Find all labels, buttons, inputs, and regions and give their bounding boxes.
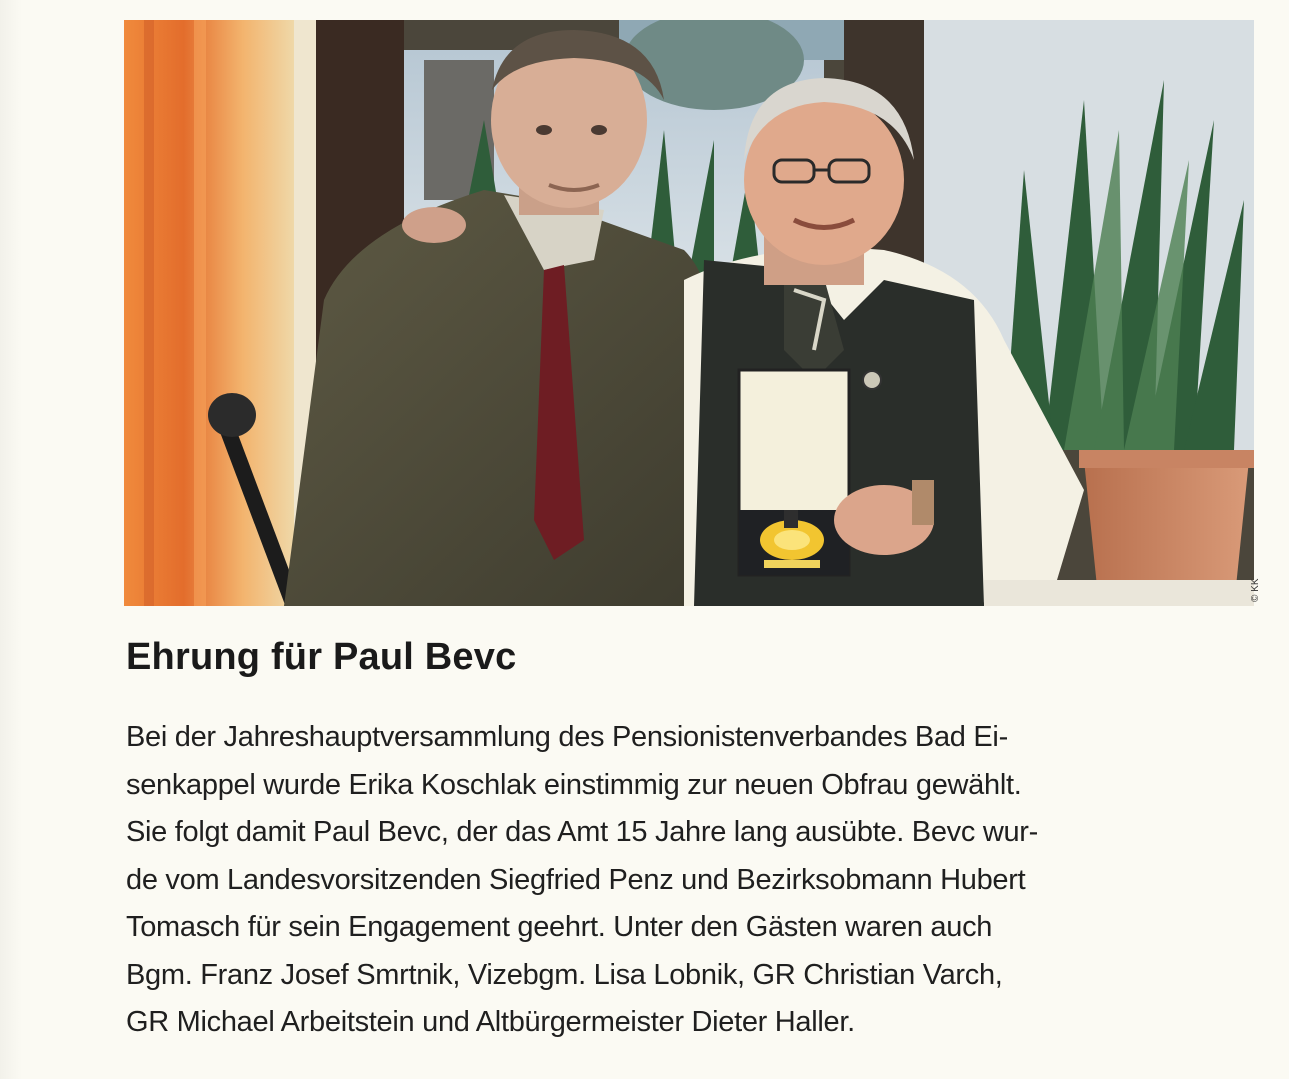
medal-box bbox=[739, 370, 849, 575]
article-body bbox=[126, 714, 1266, 1047]
body-line: Bei der Jahreshauptversammlung des Pensionistenverbandes Bad Ei- bbox=[126, 721, 1008, 753]
photo-illustration bbox=[124, 20, 1254, 606]
article-headline: Ehrung für Paul Bevc bbox=[126, 636, 517, 678]
article-photo bbox=[124, 20, 1254, 606]
body-line: Sie folgt damit Paul Bevc, der das Amt 15 Jahre lang ausübte. Bevc wur- bbox=[126, 816, 1039, 848]
body-line: GR Michael Arbeitstein und Altbürgermeister Dieter Haller. bbox=[126, 1006, 855, 1038]
body-line: Bgm. Franz Josef Smrtnik, Vizebgm. Lisa Lobnik, GR Christian Varch, bbox=[126, 958, 1003, 991]
scan-edge bbox=[0, 0, 22, 1079]
photo-credit: © KK bbox=[1250, 578, 1261, 602]
body-line: de vom Landesvorsitzenden Siegfried Penz und Bezirksobmann Hubert bbox=[126, 863, 1026, 896]
body-line: senkappel wurde Erika Koschlak einstimmig zur neuen Obfrau gewählt. bbox=[126, 768, 1022, 801]
body-line: Tomasch für sein Engagement geehrt. Unter den Gästen waren auch bbox=[126, 911, 993, 943]
